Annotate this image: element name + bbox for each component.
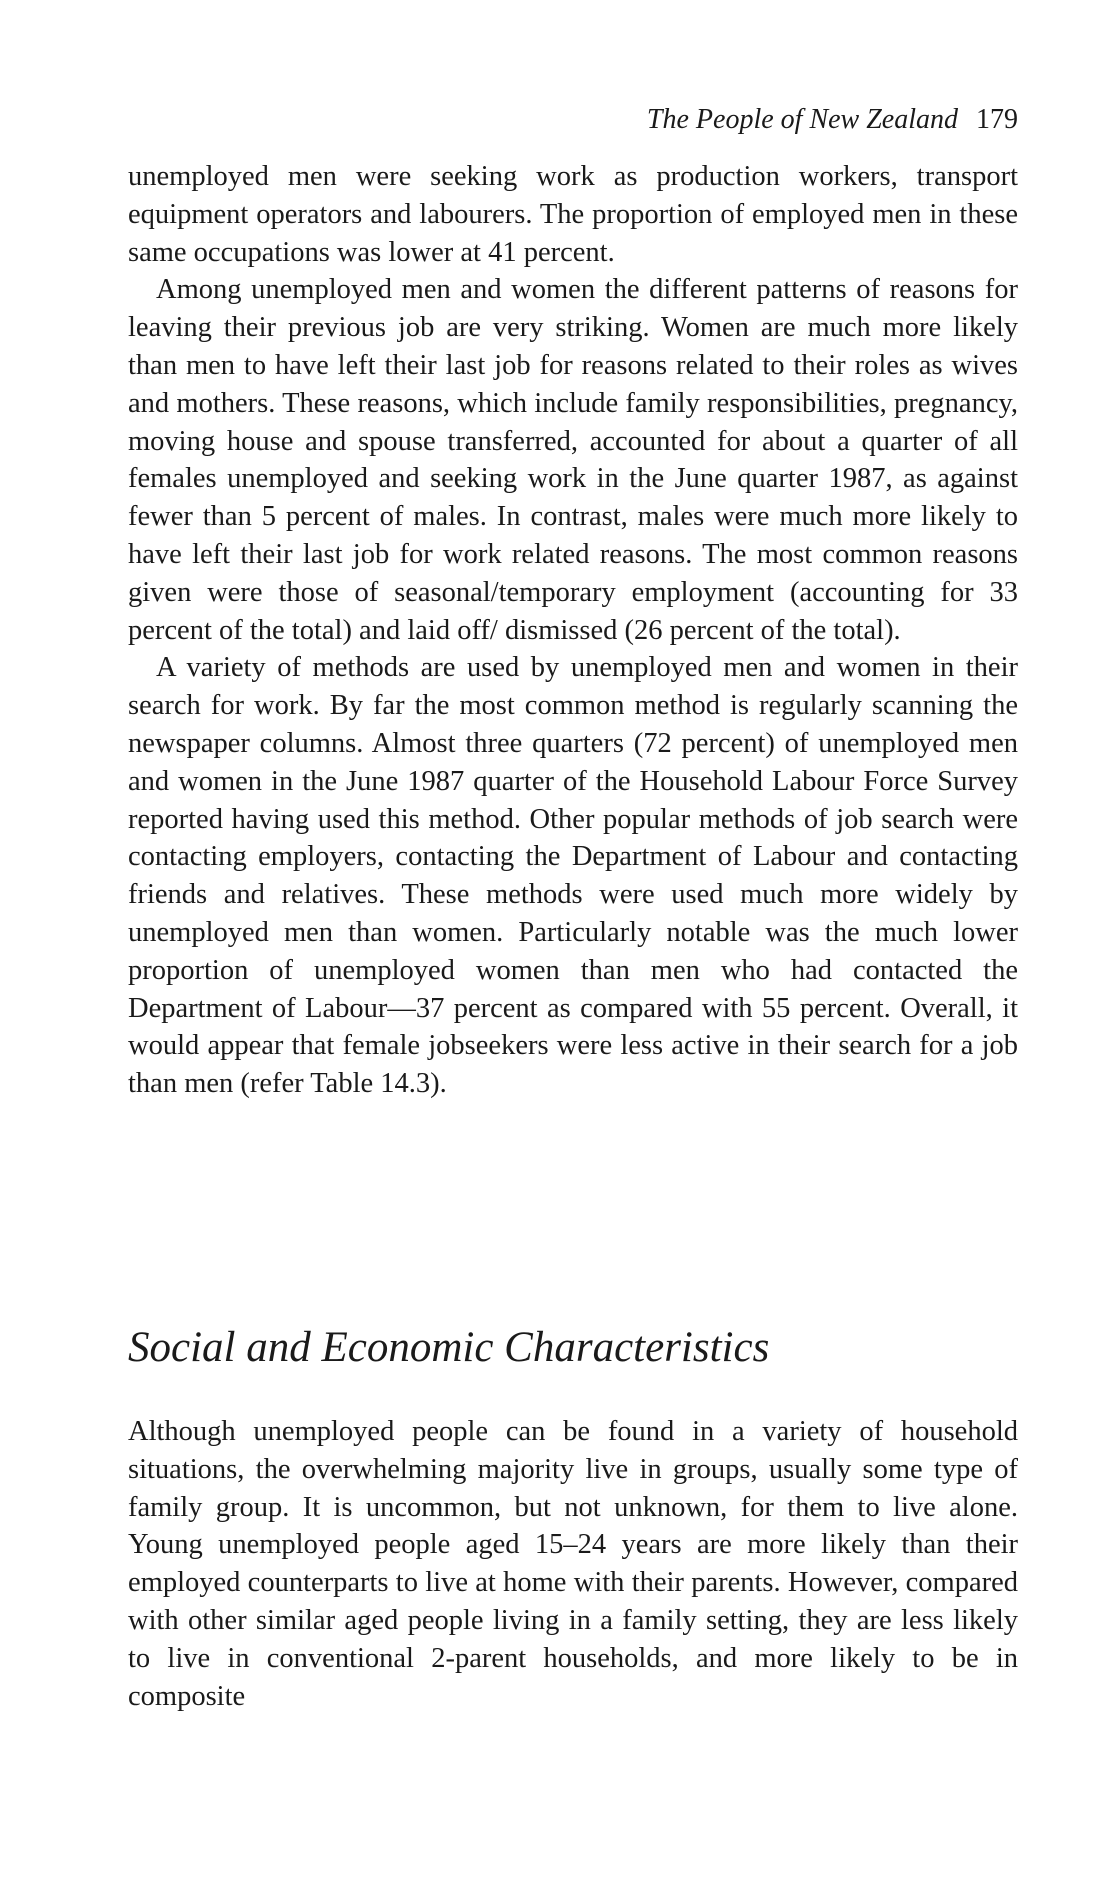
running-head-title: The People of New Zealand [646, 104, 958, 135]
paragraph-job-search-methods: A variety of methods are used by unemployed men and women in their search for work. By far the most common method is regularly scanning the newspaper columns. Almost three quarters (72 percent) of unemployed men and women in the June 1987 quarter of the Household Labour Force Survey reported having used this method. Other popular methods of job search were contacting employers, contacting the Department of Labour and contacting friends and relatives. These methods were used much more widely by unemployed men than women. Particularly notable was the much lower proportion of unemployed women than men who had contacted the Department of Labour—37 percent as compared with 55 percent. Overall, it would appear that female jobseekers were less active in their search for a job than men (refer Table 14.3). [128, 652, 1018, 1100]
body-text [128, 158, 1018, 1103]
paragraph-household-situations: Although unemployed people can be found in a variety of household situations, the overwhelming majority live in groups, usually some type of family group. It is uncommon, but not unknown, for them to live alone. Young unemployed people aged 15–24 years are more likely than their employed counterparts to live at home with their parents. However, compared with other similar aged people living in a family setting, they are less likely to live in conventional 2-parent households, and more likely to be in composite [128, 1416, 1018, 1712]
section-body-text [128, 1413, 1018, 1715]
section-heading: Social and Economic Characteristics [128, 1324, 770, 1371]
paragraph-continued: unemployed men were seeking work as production workers, transport equipment operators and labourers. The proportion of employed men in these same occupations was lower at 41 percent. [128, 161, 1018, 268]
running-head [128, 100, 1018, 140]
page-number: 179 [976, 104, 1018, 135]
paragraph-reasons-for-leaving: Among unemployed men and women the different patterns of reasons for leaving their previous job are very striking. Women are much more likely than men to have left their last job for reasons related to their roles as wives and mothers. These reasons, which include family responsibilities, pregnancy, moving house and spouse transferred, accounted for about a quarter of all females unemployed and seeking work in the June quarter 1987, as against fewer than 5 percent of males. In contrast, males were much more likely to have left their last job for work related reasons. The most common reasons given were those of seasonal/temporary employment (accounting for 33 percent of the total) and laid off/ dismissed (26 percent of the total). [128, 274, 1018, 646]
book-page [128, 0, 1018, 1884]
